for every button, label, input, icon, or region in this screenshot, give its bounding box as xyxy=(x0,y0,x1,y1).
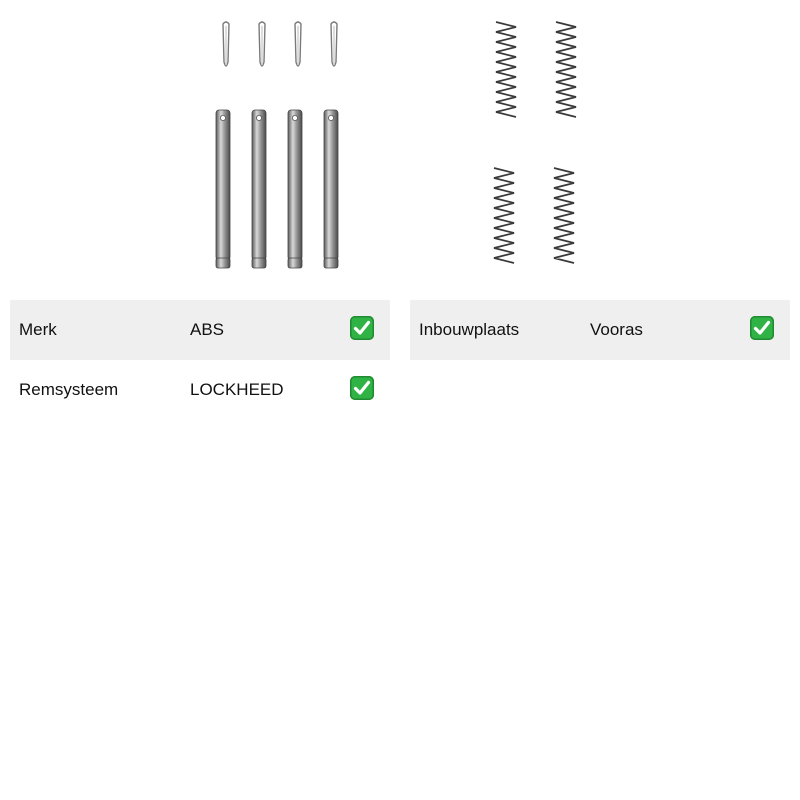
cotter-pin-icon xyxy=(223,22,337,66)
check-mark-icon xyxy=(750,316,774,340)
spec-value: LOCKHEED xyxy=(190,380,284,399)
check-mark-icon xyxy=(350,316,374,340)
spec-value: ABS xyxy=(190,320,225,339)
spec-row xyxy=(410,300,790,360)
spec-value: Vooras xyxy=(590,320,643,339)
spec-label: Remsysteem xyxy=(19,380,119,399)
spec-label: Inbouwplaats xyxy=(419,320,520,339)
check-mark-icon xyxy=(350,376,374,400)
spec-table-left xyxy=(10,300,390,420)
spec-row xyxy=(10,300,390,360)
spring-icon xyxy=(494,22,576,263)
spec-table-right xyxy=(410,300,790,360)
guide-pin-icon xyxy=(216,110,338,268)
spec-row xyxy=(10,360,390,420)
product-image xyxy=(0,0,800,290)
spec-label: Merk xyxy=(19,320,57,339)
